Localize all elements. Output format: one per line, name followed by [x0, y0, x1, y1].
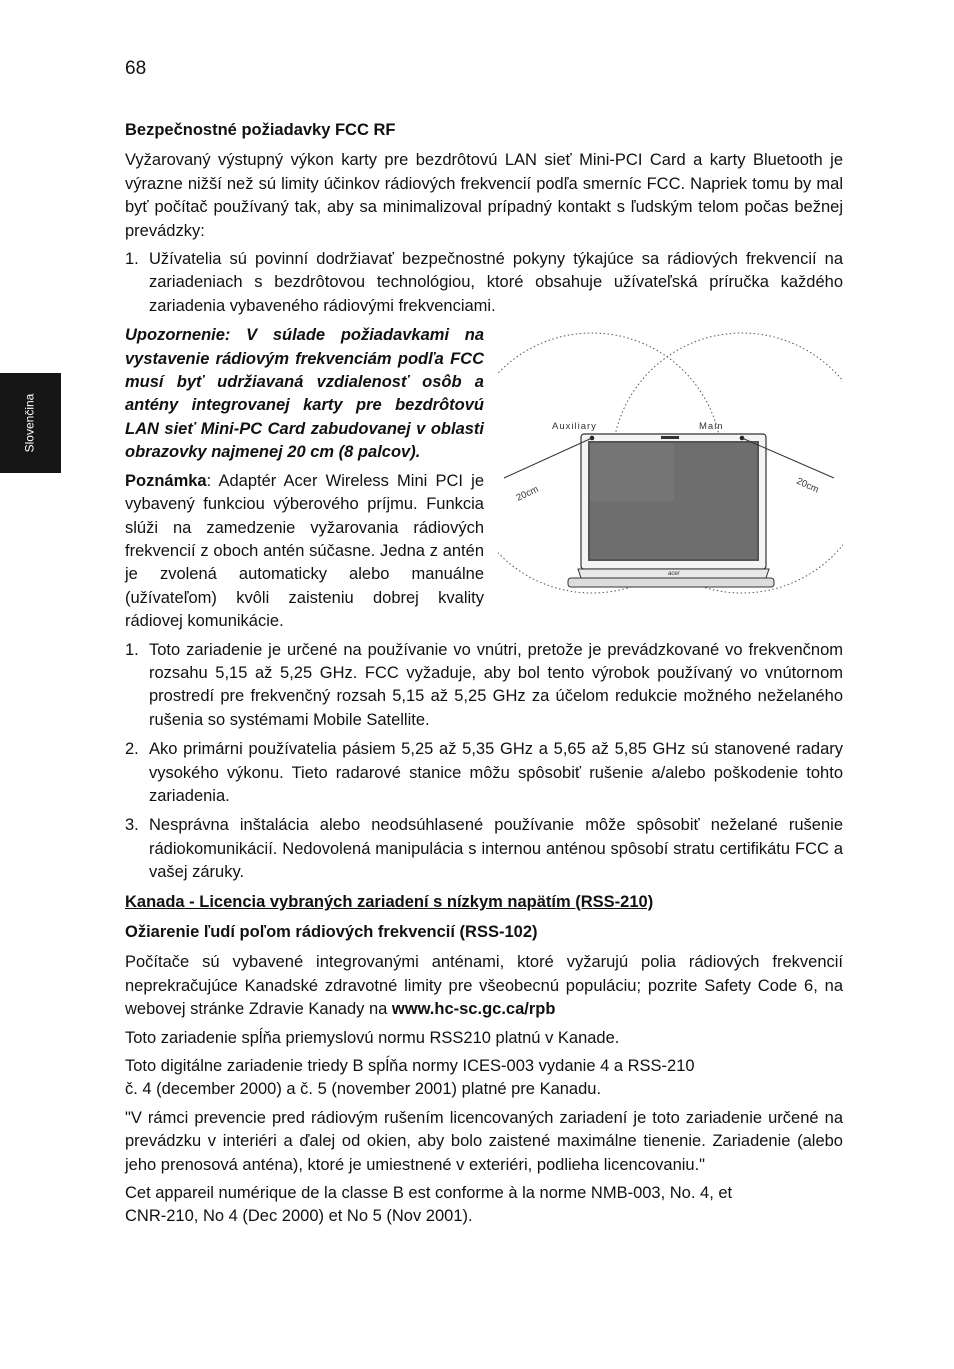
- section-heading-canada: Kanada - Licencia vybraných zariadení s nízkym napätím (RSS-210): [125, 892, 654, 911]
- page-content: [125, 119, 843, 1234]
- fcc-intro-paragraph: Vyžarovaný výstupný výkon karty pre bezdrôtovú LAN sieť Mini-PCI Card a karty Bluetooth je výrazne nižší než sú limity účinkov rádiových frekvencií podľa smerníc FCC. Napriek tomu by mal byť počítač používaný tak, aby sa minimalizoval prípadný kontakt s ľudským telom počas bežnej prevádzky:: [125, 151, 843, 240]
- svg-text:acer: acer: [668, 571, 680, 578]
- canada-paragraph-french: [125, 1182, 843, 1229]
- canada-paragraph-3-line-2: č. 4 (december 2000) a č. 5 (november 2001) platné pre Kanadu.: [125, 1080, 602, 1099]
- list-item-text: Nesprávna inštalácia alebo neodsúhlasené používanie môže spôsobiť neželané rušenie rádiokomunikácií. Nedovolená manipulácia s internou anténou spôsobí stratu certifikátu FCC a vašej záruky.: [149, 816, 843, 882]
- french-line-2: CNR-210, No 4 (Dec 2000) et No 5 (Nov 2001).: [125, 1207, 473, 1226]
- canada-paragraph-3: [125, 1055, 843, 1102]
- health-canada-link: www.hc-sc.gc.ca/rpb: [391, 1000, 556, 1019]
- distance-line-left: [504, 438, 592, 478]
- list-item-text: Ako primárni používatelia pásiem 5,25 až 5,35 GHz a 5,65 až 5,85 GHz sú stanovené radary vysokého výkonu. Tieto radarové stanice môžu spôsobiť rušenie a/alebo poškodenie tohto zariadenia.: [149, 740, 843, 805]
- rf-exposure-warning: Upozornenie: V súlade požiadavkami na vystavenie rádiovým frekvenciám podľa FCC musí byť udržiavaná vzdialenosť osôb a antény integrovanej karty pre bezdrôtovú LAN sieť Mini-PC Card zabudovanej v oblasti obrazovky najmenej 20 cm (8 palcov).: [125, 326, 484, 462]
- canada-paragraph-1: [125, 951, 843, 1021]
- note-label: Poznámka: [125, 471, 207, 490]
- list-item-text: Užívatelia sú povinní dodržiavať bezpečnostné pokyny týkajúce sa rádiových frekvencií na zariadeniach s bezdrôtovou technológiou, ktoré obsahuje užívateľská príručka každého zariadenia vybaveného rádiovými frekvenciami.: [149, 250, 843, 315]
- user-rules-list: [125, 248, 843, 318]
- subheading-rf-exposure: Ožiarenie ľudí poľom rádiových frekvencií (RSS-102): [125, 923, 538, 941]
- frequency-band-list: [125, 639, 843, 885]
- list-item: [125, 738, 843, 808]
- page-number: 68: [125, 58, 147, 79]
- list-item-number: 1.: [125, 640, 139, 659]
- list-item-number: 2.: [125, 740, 139, 759]
- list-item: [125, 814, 843, 884]
- canada-paragraph-1-text: Počítače sú vybavené integrovanými anténami, ktoré vyžarujú polia rádiových frekvencií neprekračujúce Kanadské zdravotné limity pre všeobecnú populáciu; pozrite Safety Code 6, na webovej stránke Zdravie Kanady na: [125, 953, 843, 1019]
- antenna-label-main: Main: [699, 421, 724, 433]
- list-item: [125, 248, 843, 318]
- antenna-distance-diagram: [498, 326, 843, 608]
- list-item-number: 1.: [125, 250, 139, 269]
- language-side-tab-label: Slovenčina: [22, 393, 37, 453]
- list-item: [125, 639, 843, 733]
- canada-paragraph-2: Toto zariadenie spĺňa priemyslovú normu RSS210 platnú v Kanade.: [125, 1028, 620, 1047]
- note-text: : Adaptér Acer Wireless Mini PCI je vybavený funkciou výberového príjmu. Funkcia slúži na zamedzenie vyžarovania rádiových frekvencií z oboch antén súčasne. Jedna z antén je zvolená automaticky alebo manuálne (užívateľom) kvôli zaisteniu dobrej kvality rádiovej komunikácie.: [125, 471, 484, 631]
- list-item-text: Toto zariadenie je určené na používanie vo vnútri, pretože je prevádzkované vo frekvenčnom rozsahu 5,15 až 5,25 GHz. FCC vyžaduje, aby bol tento výrobok používaný vo vnútornom prostredí pre frekvenčný rozsah 5,15 až 5,25 GHz za účelom redukcie možného neželaného rušenia so systémami Mobile Satellite.: [149, 640, 843, 729]
- section-heading-fcc-rf: Bezpečnostné požiadavky FCC RF: [125, 121, 396, 139]
- canada-paragraph-3-line-1: Toto digitálne zariadenie triedy B spĺňa normy ICES-003 vydanie 4 a RSS-210: [125, 1057, 695, 1076]
- distance-label-right: 20cm: [794, 475, 821, 496]
- laptop-illustration: [568, 434, 774, 587]
- list-item-number: 3.: [125, 816, 139, 835]
- antenna-label-auxiliary: Auxiliary: [552, 421, 597, 433]
- french-line-1: Cet appareil numérique de la classe B est conforme à la norme NMB-003, No. 4, et: [125, 1184, 733, 1203]
- canada-paragraph-4: "V rámci prevencie pred rádiovým rušením licencovaných zariadení je toto zariadenie určené na prevádzku v interiéri a ďalej od okien, aby bolo zaistené maximálne tienenie. Zariadenie (alebo jeho prenosová anténa), ktoré je umiestnené v exteriéri, podlieha licencovaniu.": [125, 1108, 843, 1174]
- distance-label-left: 20cm: [514, 484, 541, 504]
